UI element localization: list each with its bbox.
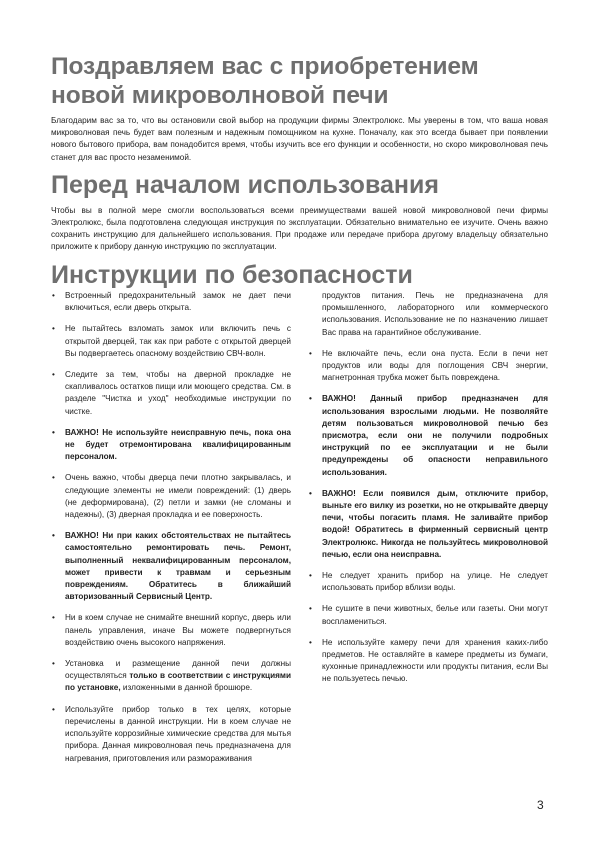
list-item-text: Следите за тем, чтобы на дверной прокладке не скапливалось остатков пищи или моющего средства. См. в разделе "Чистка и уход" необходимые инструкции по чистке. xyxy=(65,370,291,416)
safety-list-item xyxy=(51,323,291,360)
bullet-icon: • xyxy=(309,394,312,404)
section-heading-before-use: Перед началом использования xyxy=(51,170,439,199)
page-title-line-2: новой микроволновой печи xyxy=(51,82,389,109)
list-item-text: Не сушите в печи животных, белье или газеты. Они могут воспламениться. xyxy=(322,604,548,626)
list-item-text: Очень важно, чтобы дверца печи плотно закрывалась, и следующие элементы не имели повреждений: (1) дверь (не деформирована), (2) петли и замки (не сломаны и надежны), (3) дверная прокладка и ее поверхность. xyxy=(65,473,291,520)
list-item-text: ВАЖНО! Если появился дым, отключите прибор, выньте его вилку из розетки, но не открывайте дверцу печи, чтобы погасить пламя. Не заливайте прибор водой! Обратитесь в фирменный сервисный центр Электролюкс. Никогда не пользуйтесь микроволновой печью, если она неисправна. xyxy=(322,488,548,559)
bullet-icon: • xyxy=(309,348,312,358)
page-title-line-1: Поздравляем вас с приобретением xyxy=(51,53,479,80)
list-item-text: Встроенный предохранительный замок не дает печи включиться, если дверь открыта. xyxy=(65,291,291,313)
list-item-text: Не следует хранить прибор на улице. Не следует использовать прибор вблизи воды. xyxy=(322,571,548,593)
list-item-text: Не пытайтесь взломать замок или включить печь с открытой дверцей, так как при работе с открытой дверцей Вы подвергаетесь опасному воздействию СВЧ-волн. xyxy=(65,324,291,358)
list-item-text: ВАЖНО! Ни при каких обстоятельствах не пытайтесь самостоятельно ремонтировать печь. Ремонт, выполненный неквалифицированным персоналом, может привести к травмам и серьезным повреждениям. Обратитесь в ближайший авторизованный Сервисный Центр. xyxy=(65,531,291,602)
continued-list-item: продуктов питания. Печь не предназначена для промышленного, лабораторного или коммерческого использования. Использование не по назначению лишает Вас права на гарантийное обслуживание. xyxy=(322,291,548,337)
list-item-text: Не включайте печь, если она пуста. Если в печи нет продуктов или воды для поглощения СВЧ энергии, магнетронная трубка может быть повреждена. xyxy=(322,348,548,383)
safety-instructions-columns xyxy=(51,290,548,774)
safety-list-right xyxy=(308,290,548,686)
safety-list-item xyxy=(51,427,291,464)
safety-list-item xyxy=(308,637,548,686)
section-heading-safety: Инструкции по безопасности xyxy=(51,260,413,289)
list-item-text: Ни в коем случае не снимайте внешний корпус, дверь или панель управления, иначе Вы можете подвергнуться воздействию очень высокого напряжения. xyxy=(65,613,291,647)
intro-paragraph: Благодарим вас за то, что вы остановили свой выбор на продукции фирмы Электролюкс. Мы уверены в том, что ваша новая микроволновая печь будет вам полезным и надежным помощником на кухне. Поначалу, как это всегда бывает при появлении нового бытового прибора, вам понадобится время, чтобы изучить все его функции и особенности, но скоро микроволновая печь станет для вас просто незаменимой. xyxy=(51,116,548,162)
bullet-icon: • xyxy=(309,637,312,647)
bullet-icon: • xyxy=(309,488,312,498)
safety-list-item xyxy=(308,570,548,594)
safety-list-item xyxy=(51,612,291,649)
bullet-icon: • xyxy=(52,427,55,437)
bullet-icon: • xyxy=(52,659,55,669)
list-item-text: ВАЖНО! Не используйте неисправную печь, пока она не будет отремонтирована квалифицированным персоналом. xyxy=(65,427,291,462)
safety-list-item xyxy=(51,472,291,521)
list-item-text: Используйте прибор только в тех целях, которые перечислены в данной инструкции. Ни в коем случае не используйте коррозийные химические средства для мытья прибора. Данная микроволновая печь предназначена для нагревания, приготовления или размораживания xyxy=(65,704,291,763)
safety-list-item xyxy=(308,488,548,561)
bullet-icon: • xyxy=(52,613,55,623)
list-item-text: изложенными в данной брошюре. xyxy=(120,683,253,693)
safety-list-item xyxy=(51,658,291,695)
page-number: 3 xyxy=(537,798,544,812)
safety-list-left xyxy=(51,290,291,765)
safety-list-item xyxy=(308,603,548,627)
list-item-text: Установка и размещение данной печи должны осуществляться xyxy=(65,659,291,681)
list-item-text: Не используйте камеру печи для хранения каких-либо предметов. Не оставляйте в камере предметы из бумаги, кухонные принадлежности или продукты питания, если Вы не пользуетесь печью. xyxy=(322,637,548,684)
before-use-paragraph: Чтобы вы в полной мере смогли воспользоваться всеми преимуществами вашей новой микроволновой печи фирмы Электролюкс, была подготовлена следующая инструкция по эксплуатации. Обязательно внимательно ее изучите. Очень важно сохранить инструкцию для дальнейшего использования. При продаже или передаче прибора другому владельцу обязательно приложите к прибору данную инструкцию по эксплуатации. xyxy=(51,205,548,252)
safety-column-right xyxy=(308,290,548,774)
safety-list-item xyxy=(51,290,291,314)
safety-list-item xyxy=(51,704,291,765)
bullet-icon: • xyxy=(52,473,55,483)
bullet-icon: • xyxy=(309,604,312,614)
bullet-icon: • xyxy=(52,531,55,541)
list-item-text-bold: только в соответствии с инструкциями по установке, xyxy=(65,671,291,693)
safety-list-item xyxy=(308,393,548,478)
safety-list-item xyxy=(308,348,548,385)
safety-list-item xyxy=(51,530,291,603)
bullet-icon: • xyxy=(52,291,55,300)
safety-column-left xyxy=(51,290,291,774)
page-content xyxy=(51,52,548,290)
bullet-icon: • xyxy=(52,704,55,714)
list-item-text: ВАЖНО! Данный прибор предназначен для использования взрослыми людьми. Не позволяйте детям пользоваться микроволновой печью без присмотра, если они не получили подробных инструкций по ее эксплуатации и не были предупреждены об опасности неправильного использования. xyxy=(322,394,548,477)
safety-list-item xyxy=(51,369,291,418)
bullet-icon: • xyxy=(309,571,312,581)
bullet-icon: • xyxy=(52,370,55,380)
bullet-icon: • xyxy=(52,324,55,334)
page-title xyxy=(51,52,548,110)
